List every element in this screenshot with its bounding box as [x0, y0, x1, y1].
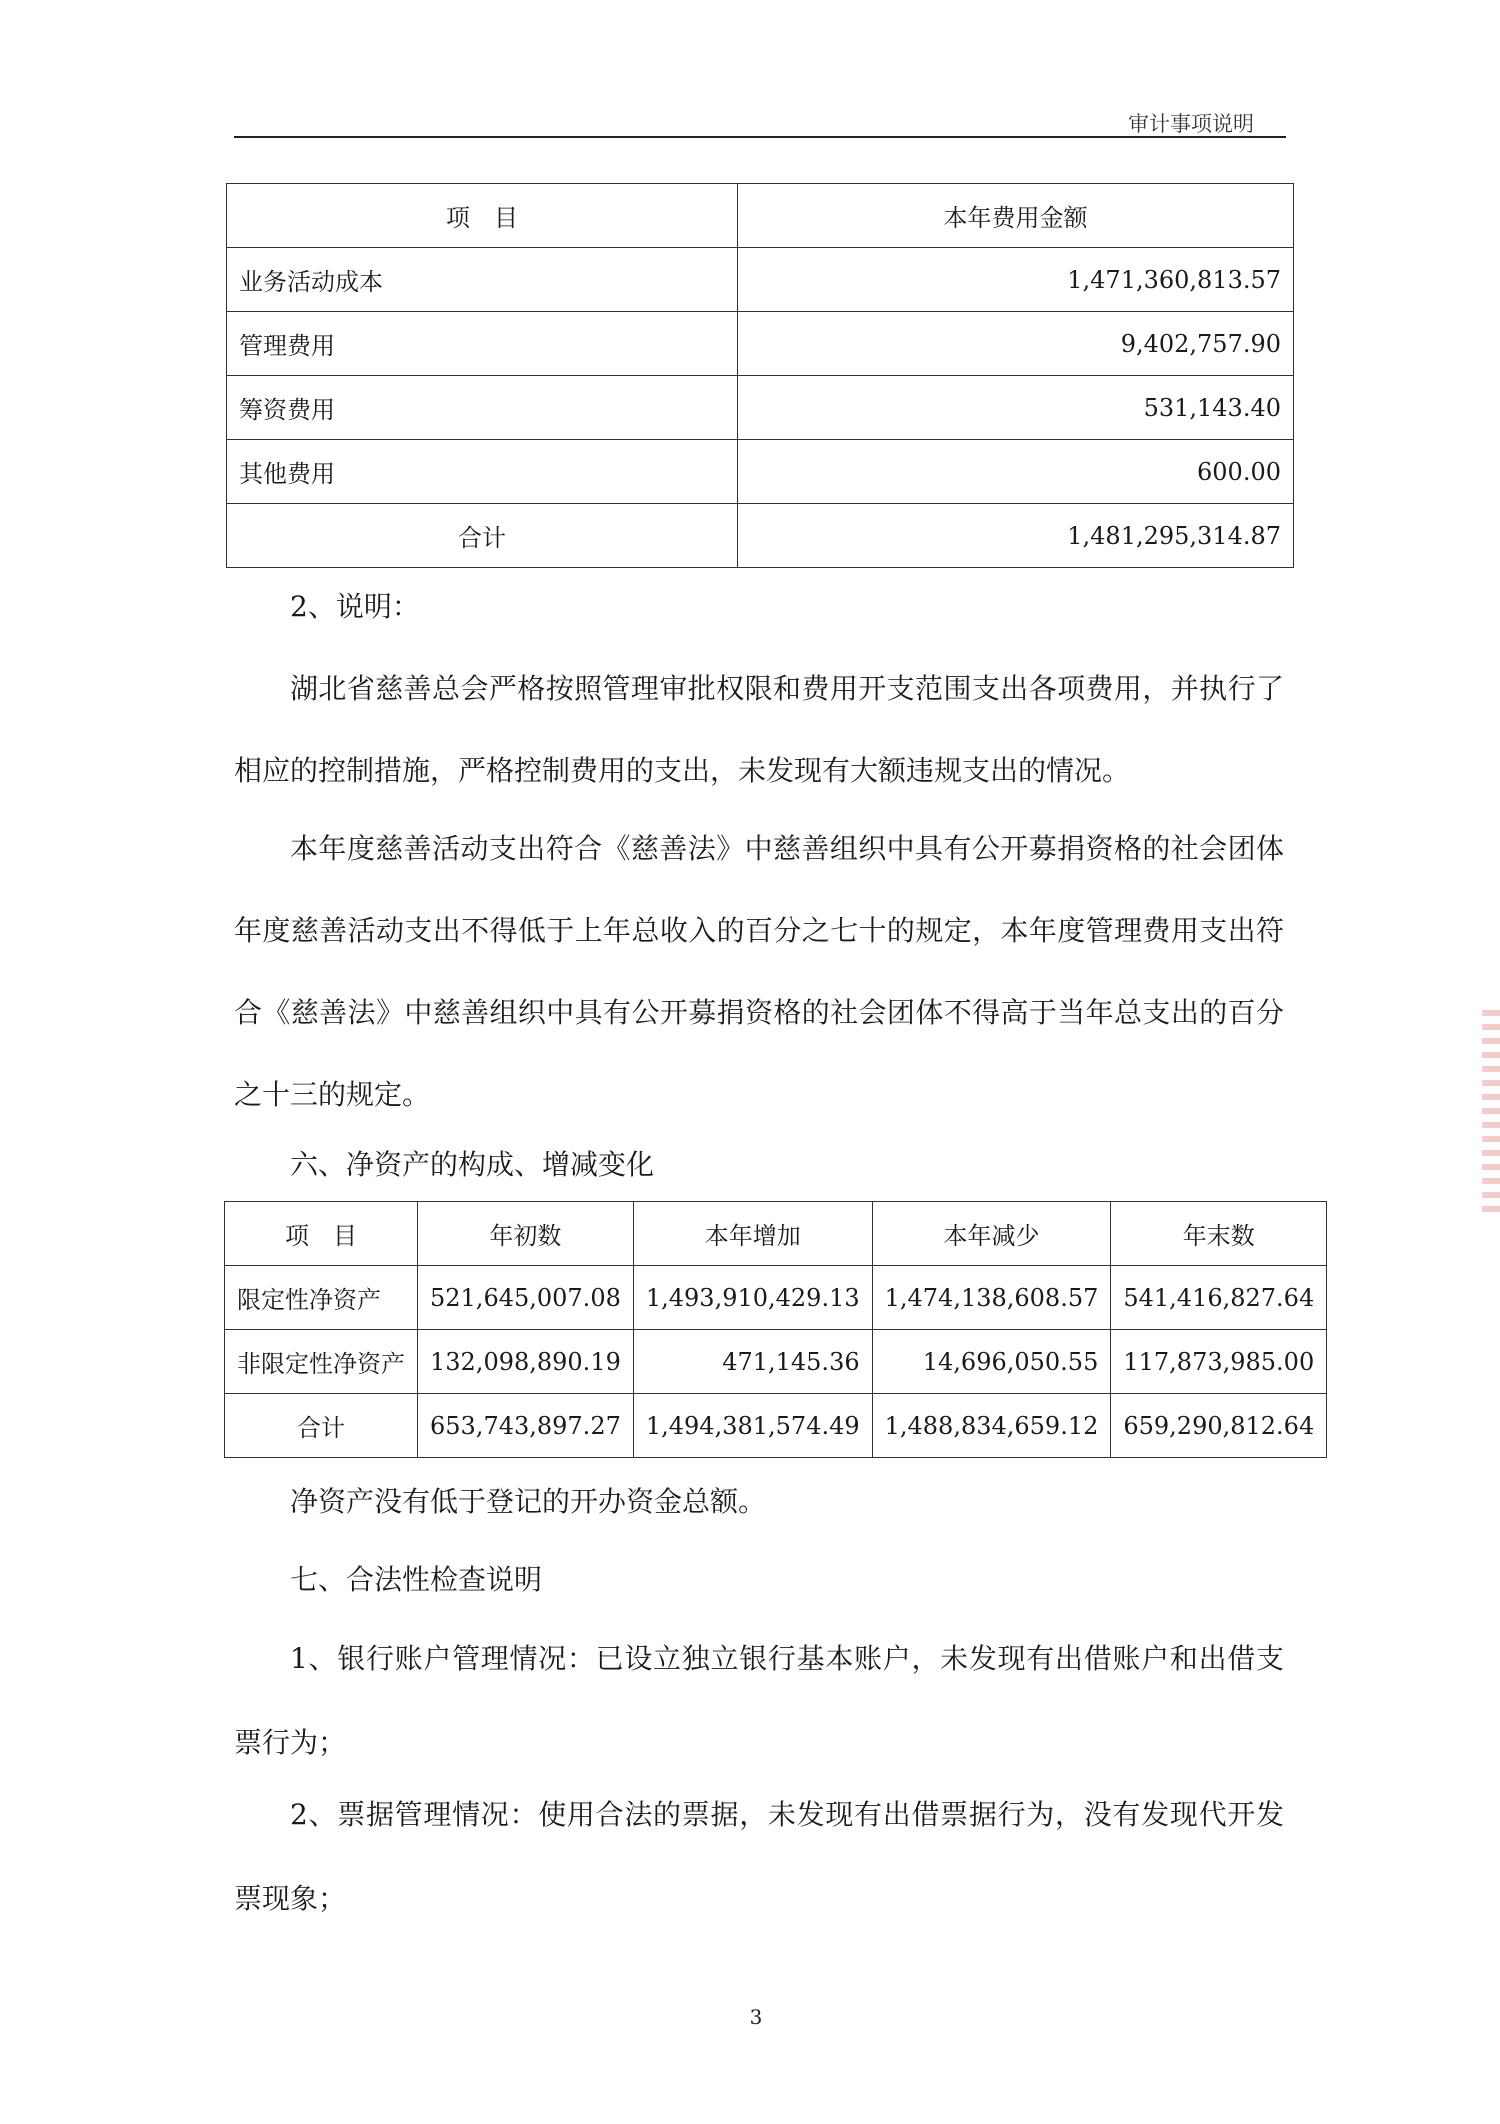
row-item: 非限定性净资产 [225, 1330, 418, 1394]
row-decrease: 1,474,138,608.57 [872, 1266, 1111, 1330]
net-assets-table [224, 1201, 1327, 1458]
row-amount: 1,471,360,813.57 [738, 248, 1294, 312]
row-closing: 117,873,985.00 [1111, 1330, 1327, 1394]
expense-table [226, 183, 1294, 568]
row-amount: 9,402,757.90 [738, 312, 1294, 376]
row-amount: 600.00 [738, 440, 1294, 504]
paragraph-bank-accounts: 1、银行账户管理情况：已设立独立银行基本账户，未发现有出借账户和出借支票行为； [234, 1642, 1284, 1759]
section-heading-legality: 七、合法性检查说明 [290, 1563, 543, 1596]
table-header-row [227, 184, 1294, 248]
row-item: 管理费用 [227, 312, 738, 376]
section-heading-net-assets: 六、净资产的构成、增减变化 [290, 1148, 655, 1181]
page-number: 3 [749, 2005, 763, 2029]
total-amount: 1,481,295,314.87 [738, 504, 1294, 568]
table-total-row [225, 1394, 1327, 1458]
row-closing: 659,290,812.64 [1111, 1394, 1327, 1458]
table-row [227, 440, 1294, 504]
table-header-row [225, 1202, 1327, 1266]
table-row [225, 1330, 1327, 1394]
row-increase: 1,494,381,574.49 [633, 1394, 872, 1458]
net-assets-note: 净资产没有低于登记的开办资金总额。 [290, 1485, 767, 1518]
row-decrease: 14,696,050.55 [872, 1330, 1111, 1394]
row-decrease: 1,488,834,659.12 [872, 1394, 1111, 1458]
total-label: 合计 [227, 504, 738, 568]
column-header-amount: 本年费用金额 [738, 184, 1294, 248]
table-total-row [227, 504, 1294, 568]
row-closing: 541,416,827.64 [1111, 1266, 1327, 1330]
table-row [227, 248, 1294, 312]
paragraph-invoice-management: 2、票据管理情况：使用合法的票据，未发现有出借票据行为，没有发现代开发票现象； [234, 1798, 1284, 1915]
table-row [227, 312, 1294, 376]
row-item: 业务活动成本 [227, 248, 738, 312]
row-item: 限定性净资产 [225, 1266, 418, 1330]
row-opening: 653,743,897.27 [418, 1394, 634, 1458]
header-title: 审计事项说明 [1128, 112, 1254, 136]
paragraph-expense-control: 湖北省慈善总会严格按照管理审批权限和费用开支范围支出各项费用，并执行了相应的控制措施，严格控制费用的支出，未发现有大额违规支出的情况。 [234, 672, 1284, 787]
header-divider [234, 136, 1286, 138]
column-header-opening: 年初数 [418, 1202, 634, 1266]
column-header-decrease: 本年减少 [872, 1202, 1111, 1266]
column-header-item: 项 目 [227, 184, 738, 248]
column-header-item: 项 目 [225, 1202, 418, 1266]
column-header-increase: 本年增加 [633, 1202, 872, 1266]
row-increase: 1,493,910,429.13 [633, 1266, 872, 1330]
table-row [225, 1266, 1327, 1330]
row-item: 筹资费用 [227, 376, 738, 440]
seal-edge-mark [1482, 1010, 1500, 1220]
row-opening: 521,645,007.08 [418, 1266, 634, 1330]
column-header-closing: 年末数 [1111, 1202, 1327, 1266]
row-amount: 531,143.40 [738, 376, 1294, 440]
total-label: 合计 [225, 1394, 418, 1458]
paragraph-charity-law-compliance: 本年度慈善活动支出符合《慈善法》中慈善组织中具有公开募捐资格的社会团体年度慈善活动支出不得低于上年总收入的百分之七十的规定，本年度管理费用支出符合《慈善法》中慈善组织中具有公开募捐资格的社会团体不得高于当年总支出的百分之十三的规定。 [234, 832, 1284, 1111]
section-heading-explanation: 2、说明： [290, 590, 420, 623]
table-row [227, 376, 1294, 440]
row-item: 其他费用 [227, 440, 738, 504]
row-opening: 132,098,890.19 [418, 1330, 634, 1394]
row-increase: 471,145.36 [633, 1330, 872, 1394]
